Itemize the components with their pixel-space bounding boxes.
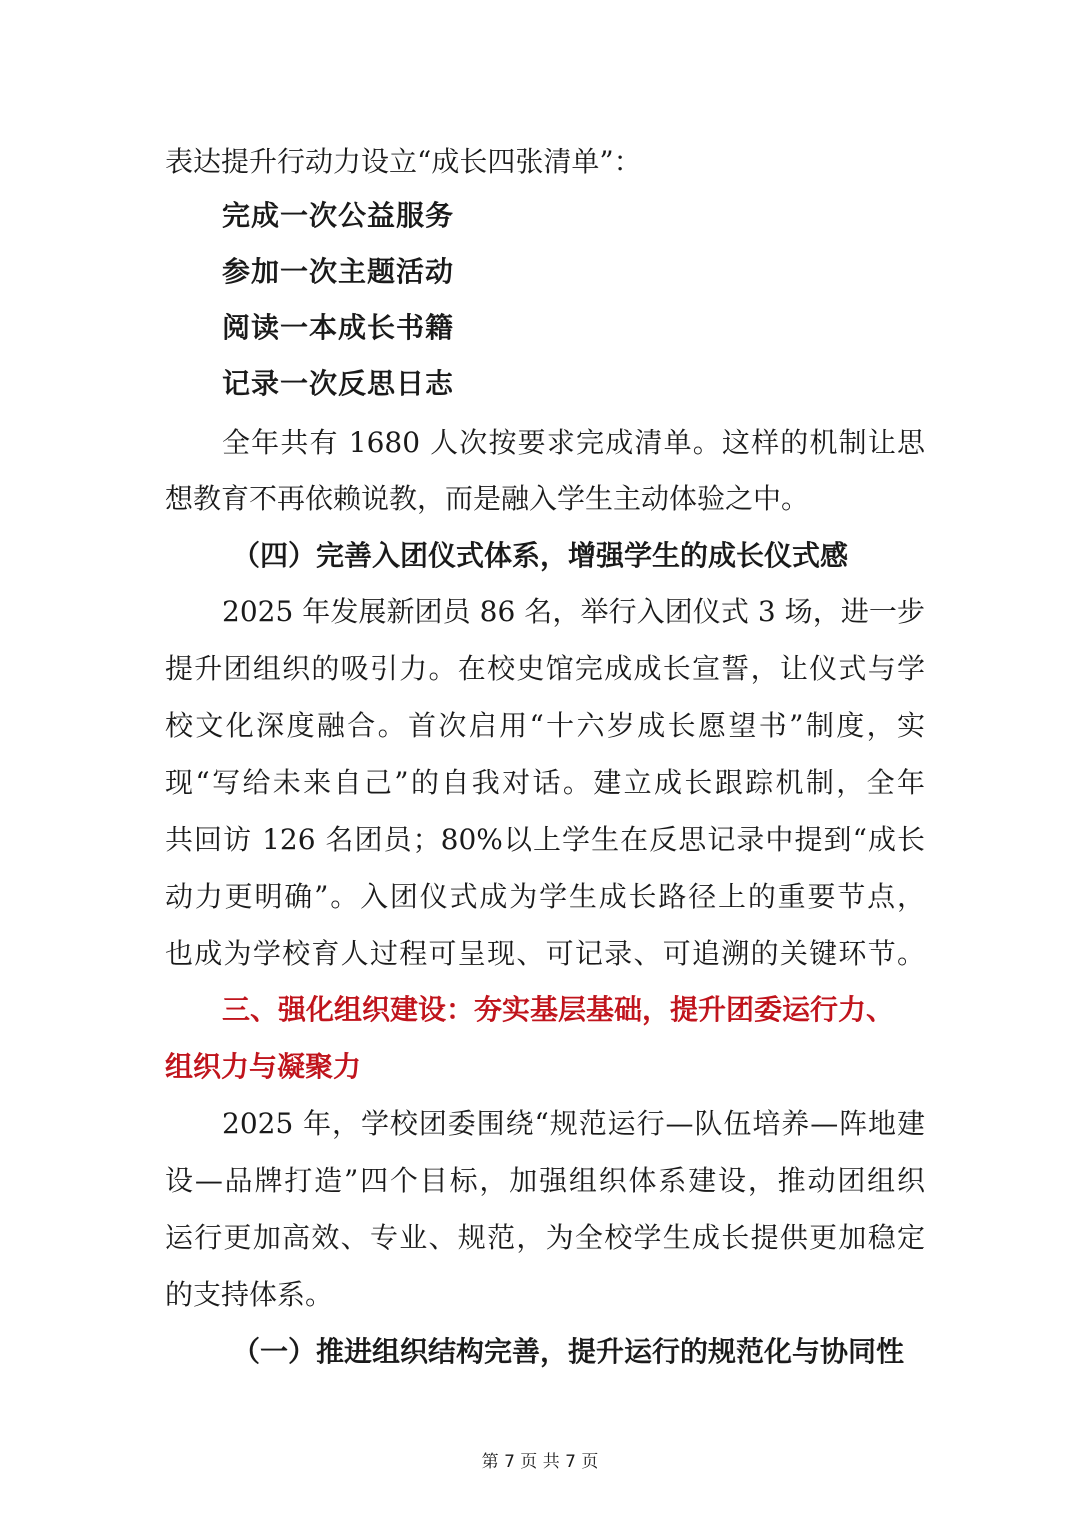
checklist-item: 参加一次主题活动 — [222, 255, 455, 288]
checklist-item: 完成一次公益服务 — [222, 199, 455, 232]
paragraph-line: 校文化深度融合。首次启用“十六岁成长愿望书”制度，实 — [165, 709, 925, 742]
page-number: 第 7 页 共 7 页 — [481, 1452, 599, 1472]
paragraph-line: 全年共有 1680 人次按要求完成清单。这样的机制让思 — [222, 426, 925, 459]
paragraph-line: 现“写给未来自己”的自我对话。建立成长跟踪机制，全年 — [165, 766, 925, 799]
paragraph-line: 也成为学校育人过程可呈现、可记录、可追溯的关键环节。 — [165, 937, 925, 970]
paragraph-line: 2025 年发展新团员 86 名，举行入团仪式 3 场，进一步 — [222, 595, 925, 628]
section-subheading: （一）推进组织结构完善，提升运行的规范化与协同性 — [232, 1335, 905, 1368]
section-heading: 三、强化组织建设：夯实基层基础，提升团委运行力、 — [222, 993, 895, 1026]
paragraph-line: 2025 年，学校团委围绕“规范运行—队伍培养—阵地建 — [222, 1107, 925, 1140]
paragraph-line: 表达提升行动力设立“成长四张清单”： — [165, 145, 642, 178]
paragraph-line: 想教育不再依赖说教，而是融入学生主动体验之中。 — [165, 482, 810, 515]
checklist-item: 阅读一本成长书籍 — [222, 311, 455, 344]
paragraph-line: 的支持体系。 — [165, 1278, 334, 1311]
section-heading: 组织力与凝聚力 — [165, 1050, 362, 1083]
section-subheading: （四）完善入团仪式体系，增强学生的成长仪式感 — [232, 539, 849, 572]
paragraph-line: 提升团组织的吸引力。在校史馆完成成长宣誓，让仪式与学 — [165, 652, 925, 685]
paragraph-line: 共回访 126 名团员；80%以上学生在反思记录中提到“成长 — [165, 823, 925, 856]
paragraph-line: 设—品牌打造”四个目标，加强组织体系建设，推动团组织 — [165, 1164, 925, 1197]
paragraph-line: 运行更加高效、专业、规范，为全校学生成长提供更加稳定 — [165, 1221, 925, 1254]
checklist-item: 记录一次反思日志 — [222, 367, 455, 400]
paragraph-line: 动力更明确”。入团仪式成为学生成长路径上的重要节点， — [165, 880, 925, 913]
